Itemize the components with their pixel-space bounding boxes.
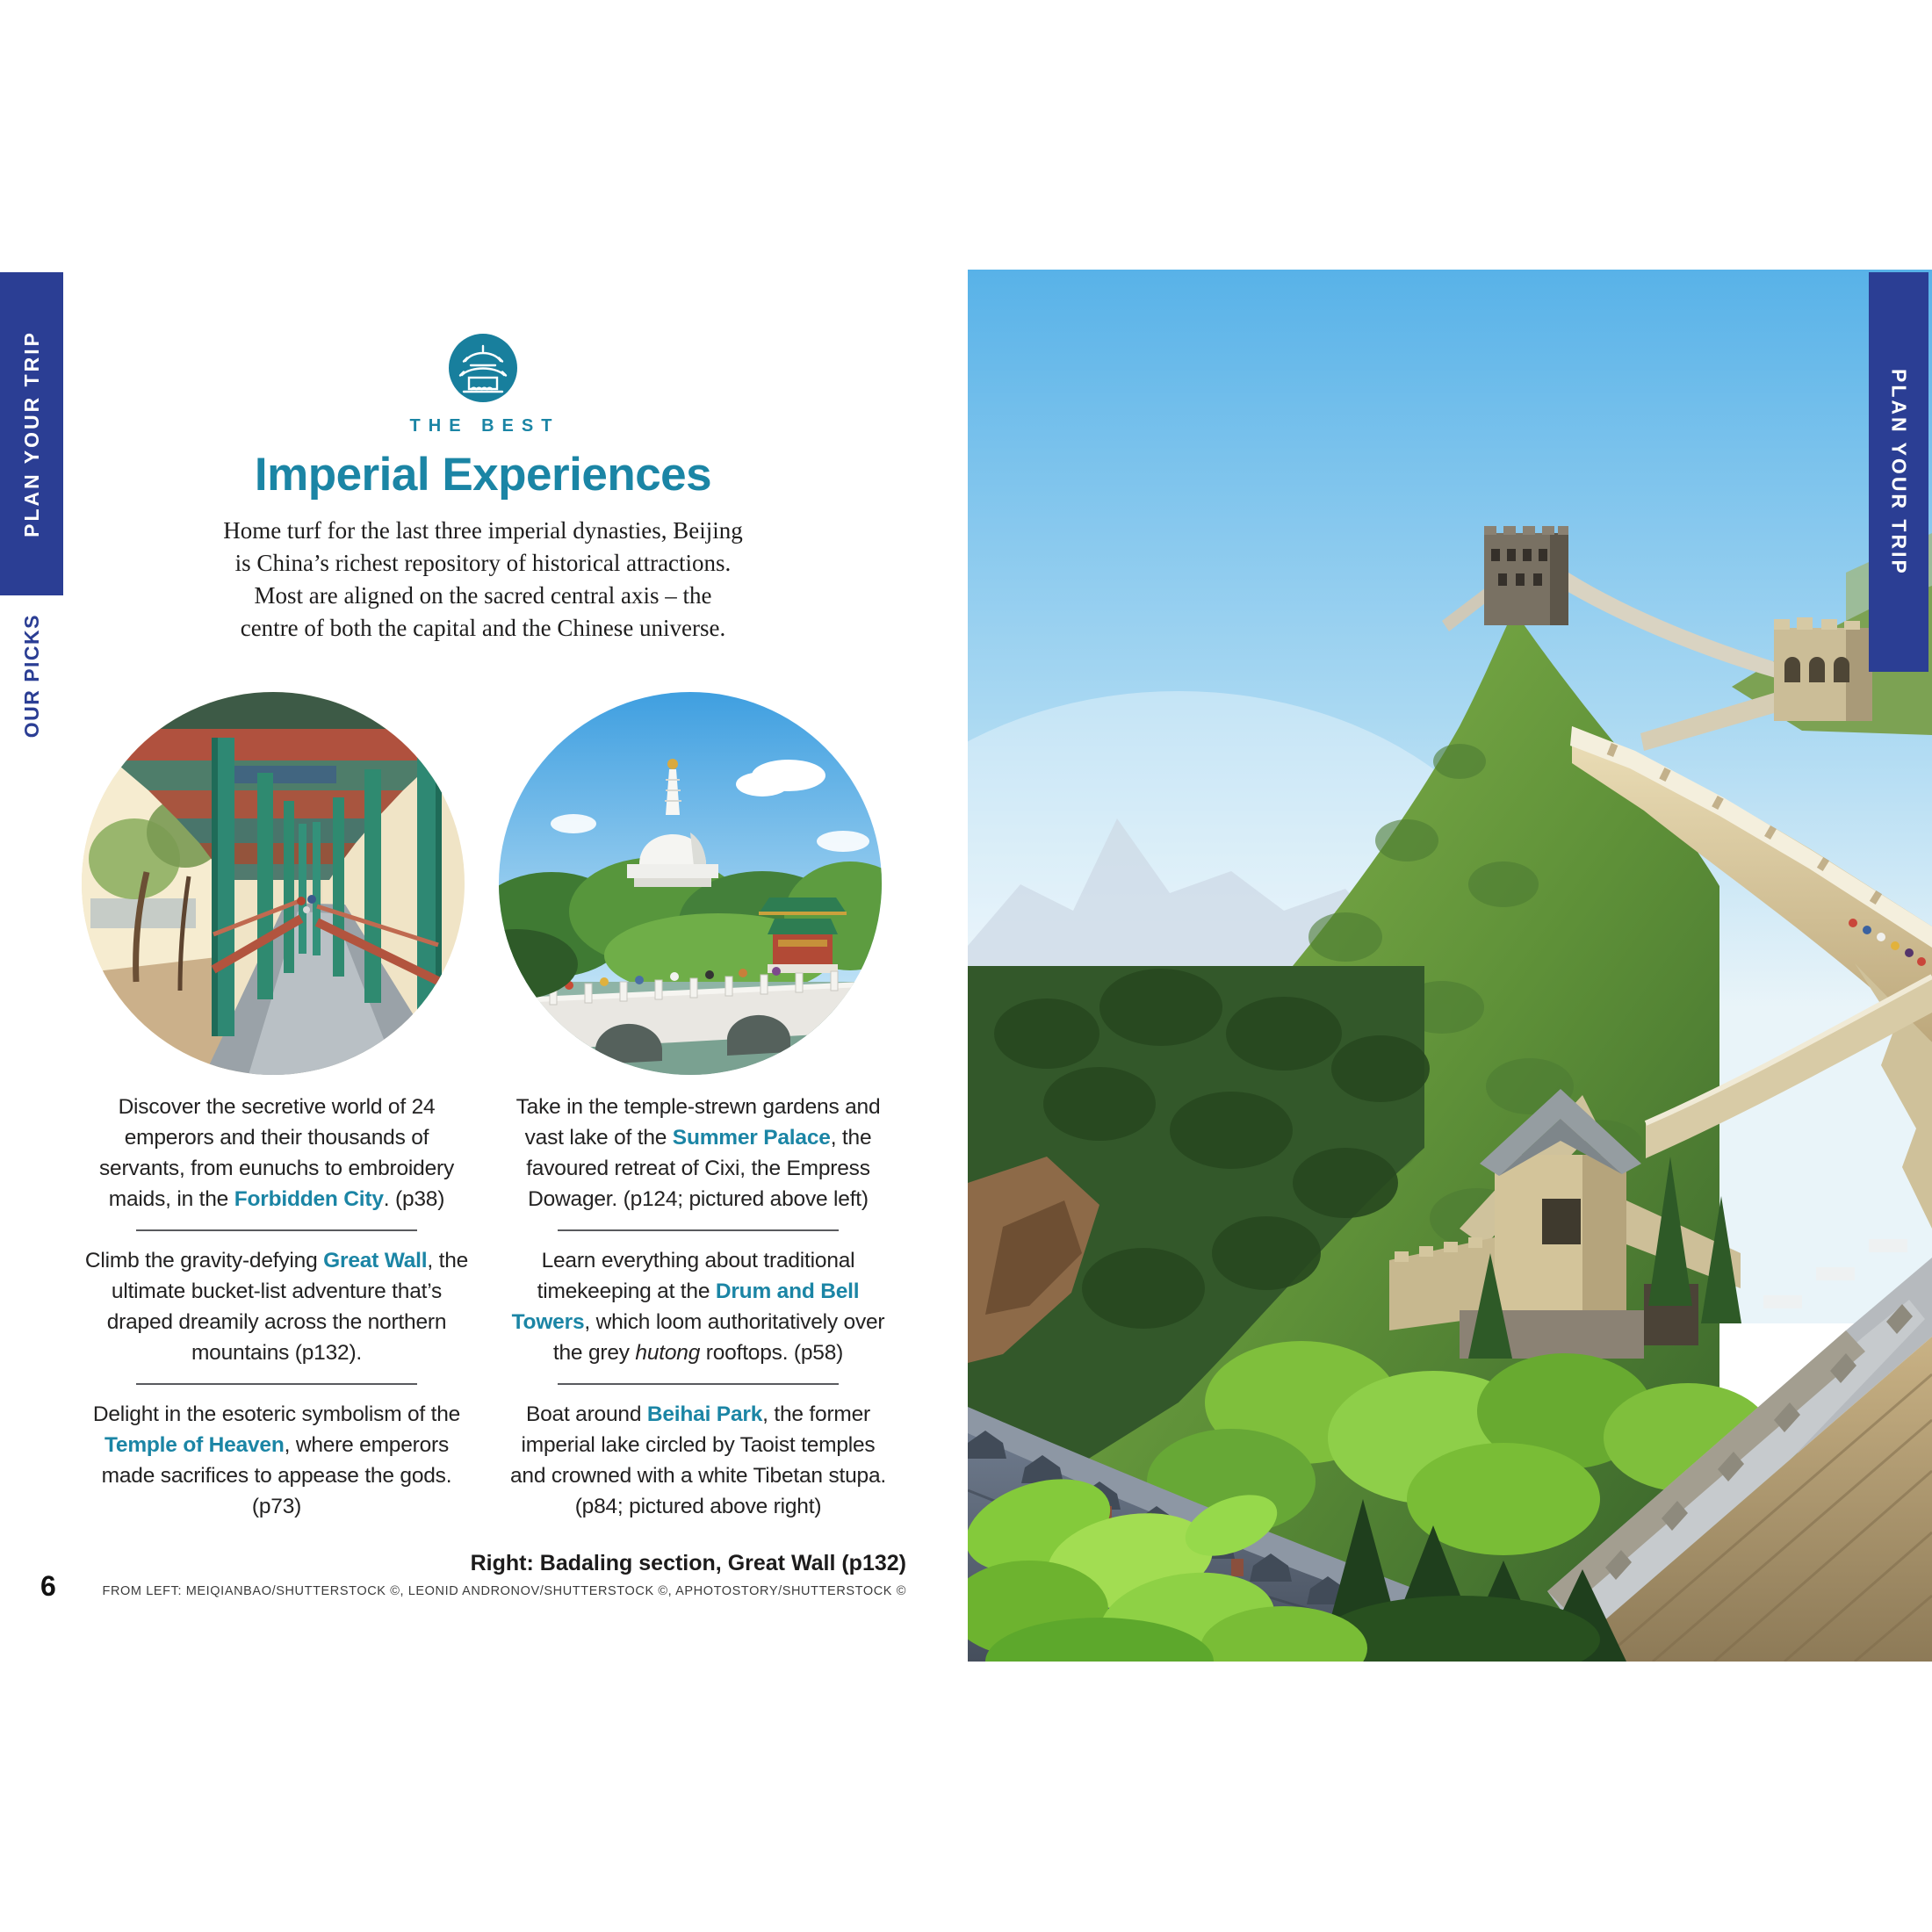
intro-paragraph <box>132 515 834 645</box>
pick-forbidden-city: Discover the secretive world of 24 emperors and their thousands of servants, from eunuchs to embroidery maids, in the Forbidden City. (p38) <box>98 1095 455 1211</box>
photo-credits: FROM LEFT: MEIQIANBAO/SHUTTERSTOCK ©, LEONID ANDRONOV/SHUTTERSTOCK ©, APHOTOSTORY/SHUTTERSTOCK © <box>102 1584 906 1598</box>
tab-label: PLAN YOUR TRIP <box>19 330 43 537</box>
pagoda-icon <box>449 334 517 402</box>
intro-line: Most are aligned on the sacred central axis – the <box>254 582 712 609</box>
pick-beihai-park: Boat around Beihai Park, the former imperial lake circled by Taoist temples and crowned with a white Tibetan stupa. (p84; pictured above right) <box>509 1402 887 1518</box>
page-number: 6 <box>40 1570 56 1602</box>
divider <box>136 1229 417 1231</box>
pick-summer-palace: Take in the temple-strewn gardens and vast lake of the Summer Palace, the favoured retreat of Cixi, the Empress Dowager. (p124; pictured above left) <box>515 1095 881 1211</box>
tab-label: PLAN YOUR TRIP <box>1887 368 1911 576</box>
intro-line: centre of both the capital and the Chinese universe. <box>240 615 726 641</box>
watchtower-ruined <box>1774 617 1872 721</box>
caption-block <box>66 1551 906 1598</box>
tab-our-picks[interactable] <box>0 610 63 742</box>
divider <box>558 1383 839 1385</box>
photo-beihai-park <box>499 692 882 1075</box>
pick-temple-of-heaven: Delight in the esoteric symbolism of the Temple of Heaven, where emperors made sacrifices to appease the gods. (p73) <box>92 1402 461 1518</box>
photo-great-wall <box>968 270 1932 1662</box>
divider <box>136 1383 417 1385</box>
section-kicker: THE BEST <box>409 416 560 436</box>
pick-great-wall: Climb the gravity-defying Great Wall, the ultimate bucket-list adventure that’s draped dreamily across the northern mountains (p132). <box>84 1249 469 1365</box>
tab-plan-your-trip-left[interactable] <box>0 272 63 595</box>
divider <box>558 1229 839 1231</box>
pick-drum-bell-towers: Learn everything about traditional timekeeping at the Drum and Bell Towers, which loom authoritatively over the grey hutong rooftops. (p58) <box>511 1249 885 1365</box>
tab-label: OUR PICKS <box>19 614 43 739</box>
page-title: Imperial Experiences <box>254 449 712 501</box>
page-header <box>132 334 834 645</box>
column-right <box>487 1092 909 1522</box>
watchtower-main <box>1484 526 1568 625</box>
intro-line: Home turf for the last three imperial dynasties, Beijing <box>223 517 743 544</box>
intro-line: is China’s richest repository of historical attractions. <box>234 550 732 576</box>
tab-plan-your-trip-right[interactable] <box>1869 272 1928 672</box>
photo-caption: Right: Badaling section, Great Wall (p132) <box>470 1551 906 1575</box>
column-left <box>66 1092 487 1522</box>
photo-long-corridor <box>82 692 465 1075</box>
